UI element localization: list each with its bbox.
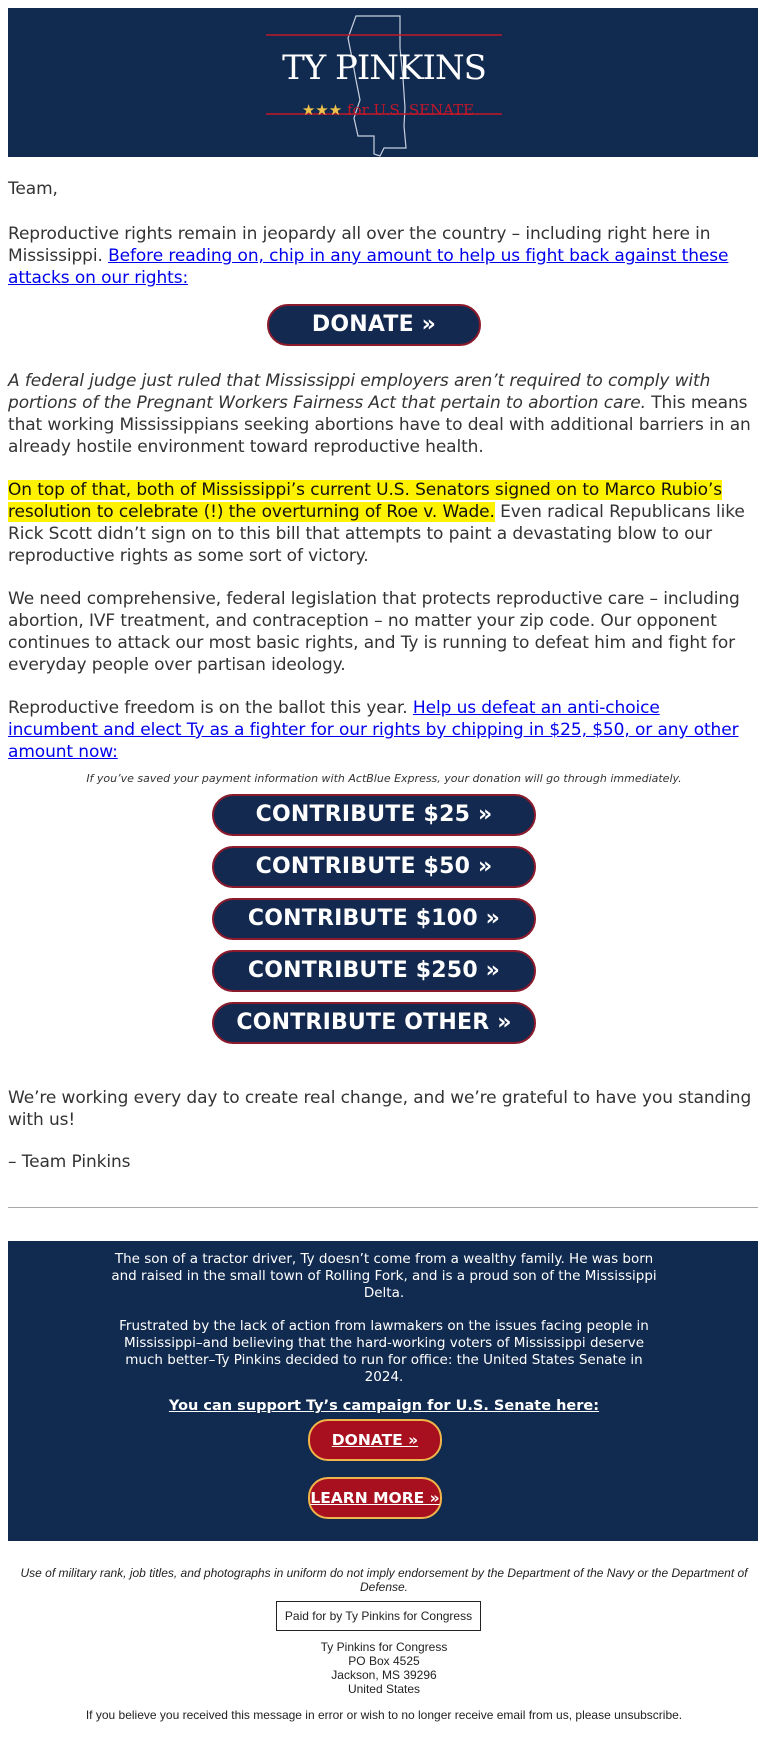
signoff: – Team Pinkins [8,1152,131,1172]
greeting: Team, [8,179,58,199]
learn-more-button[interactable]: LEARN MORE » [308,1477,442,1519]
bio-paragraph-1: The son of a tractor driver, Ty doesn’t come from a wealthy family. He was born and raised in the small town of Rolling Fork, and is a proud son of the Mississippi Delta. [111,1251,657,1301]
ruling-text: This means that working Mississippians seeking abortions have to deal with additional barriers in an already hostile environment toward reproductive health. [8,393,751,457]
ballot-paragraph [8,697,753,763]
contribute-other-button[interactable]: CONTRIBUTE OTHER » [212,1002,536,1044]
ballot-donate-link[interactable]: Help us defeat an anti-choice incumbent and elect Ty as a fighter for our rights by chipping in $25, $50, or any other amount now: [8,698,739,762]
address-line: PO Box 4525 [348,1654,420,1668]
logo-subtitle: for U.S. SENATE [346,101,475,119]
ruling-italic-text: A federal judge just ruled that Mississippi employers aren’t required to comply with portions of the Pregnant Workers Fairness Act that pertain to abortion care. [8,371,711,413]
senators-text: Even radical Republicans like Rick Scott didn’t sign on to this bill that attempts to paint a devastating blow to our reproductive rights as some sort of victory. [8,502,745,566]
address-line: Ty Pinkins for Congress [320,1640,448,1654]
footer-donate-button[interactable]: DONATE » [308,1419,442,1461]
senators-highlight: On top of that, both of Mississippi’s current U.S. Senators signed on to Marco Rubio’s resolution to celebrate (!) the overturning of Roe v. Wade. [8,480,723,522]
intro-text: Reproductive rights remain in jeopardy all over the country – including right here in Mississippi. [8,224,711,266]
bio-paragraph-2: Frustrated by the lack of action from lawmakers on the issues facing people in Mississippi–and believing that the hard-working voters of Mississippi deserve much better–Ty Pinkins decided to run for office: the United States Senate in 2024. [119,1318,649,1385]
senators-paragraph [8,479,753,567]
email-body [8,8,758,157]
contribute-250-button[interactable]: CONTRIBUTE $250 » [212,950,536,992]
address-line: Jackson, MS 39296 [331,1668,437,1682]
paid-for-box: Paid for by Ty Pinkins for Congress [276,1601,481,1631]
military-disclaimer: Use of military rank, job titles, and photographs in uniform do not imply endorsement by the Department of the Navy or the Department of Defense. [20,1566,748,1594]
intro-paragraph [8,223,753,289]
contribute-25-button[interactable]: CONTRIBUTE $25 » [212,794,536,836]
ballot-text: Reproductive freedom is on the ballot this year. [8,698,413,718]
logo-subtitle-row [278,101,498,119]
campaign-header-banner [8,8,758,157]
donate-button[interactable]: DONATE » [267,304,481,346]
unsubscribe-notice[interactable]: If you believe you received this message in error or wish to no longer receive email from us, please unsubscribe. [85,1708,683,1722]
contribute-50-button[interactable]: CONTRIBUTE $50 » [212,846,536,888]
intro-donate-link[interactable]: Before reading on, chip in any amount to help us fight back against these attacks on our rights: [8,246,729,288]
closing-paragraph: We’re working every day to create real change, and we’re grateful to have you standing with us! [8,1088,752,1130]
support-campaign-link[interactable]: You can support Ty’s campaign for U.S. Senate here: [168,1398,600,1414]
legislation-paragraph: We need comprehensive, federal legislation that protects reproductive care – including abortion, IVF treatment, and contraception – no matter your zip code. Our opponent continues to attack our most basic rights, and Ty is running to defeat him and fight for everyday people over partisan ideology. [8,589,740,675]
actblue-note: If you’ve saved your payment information with ActBlue Express, your donation will go through immediately. [86,772,682,785]
logo-wordmark: TY PINKINS [282,48,486,88]
contribute-100-button[interactable]: CONTRIBUTE $100 » [212,898,536,940]
address-line: United States [347,1682,421,1696]
logo-stars-icon: ★★★ [301,101,343,119]
divider [8,1207,758,1208]
ruling-paragraph [8,370,753,458]
bio-footer [8,1241,758,1541]
